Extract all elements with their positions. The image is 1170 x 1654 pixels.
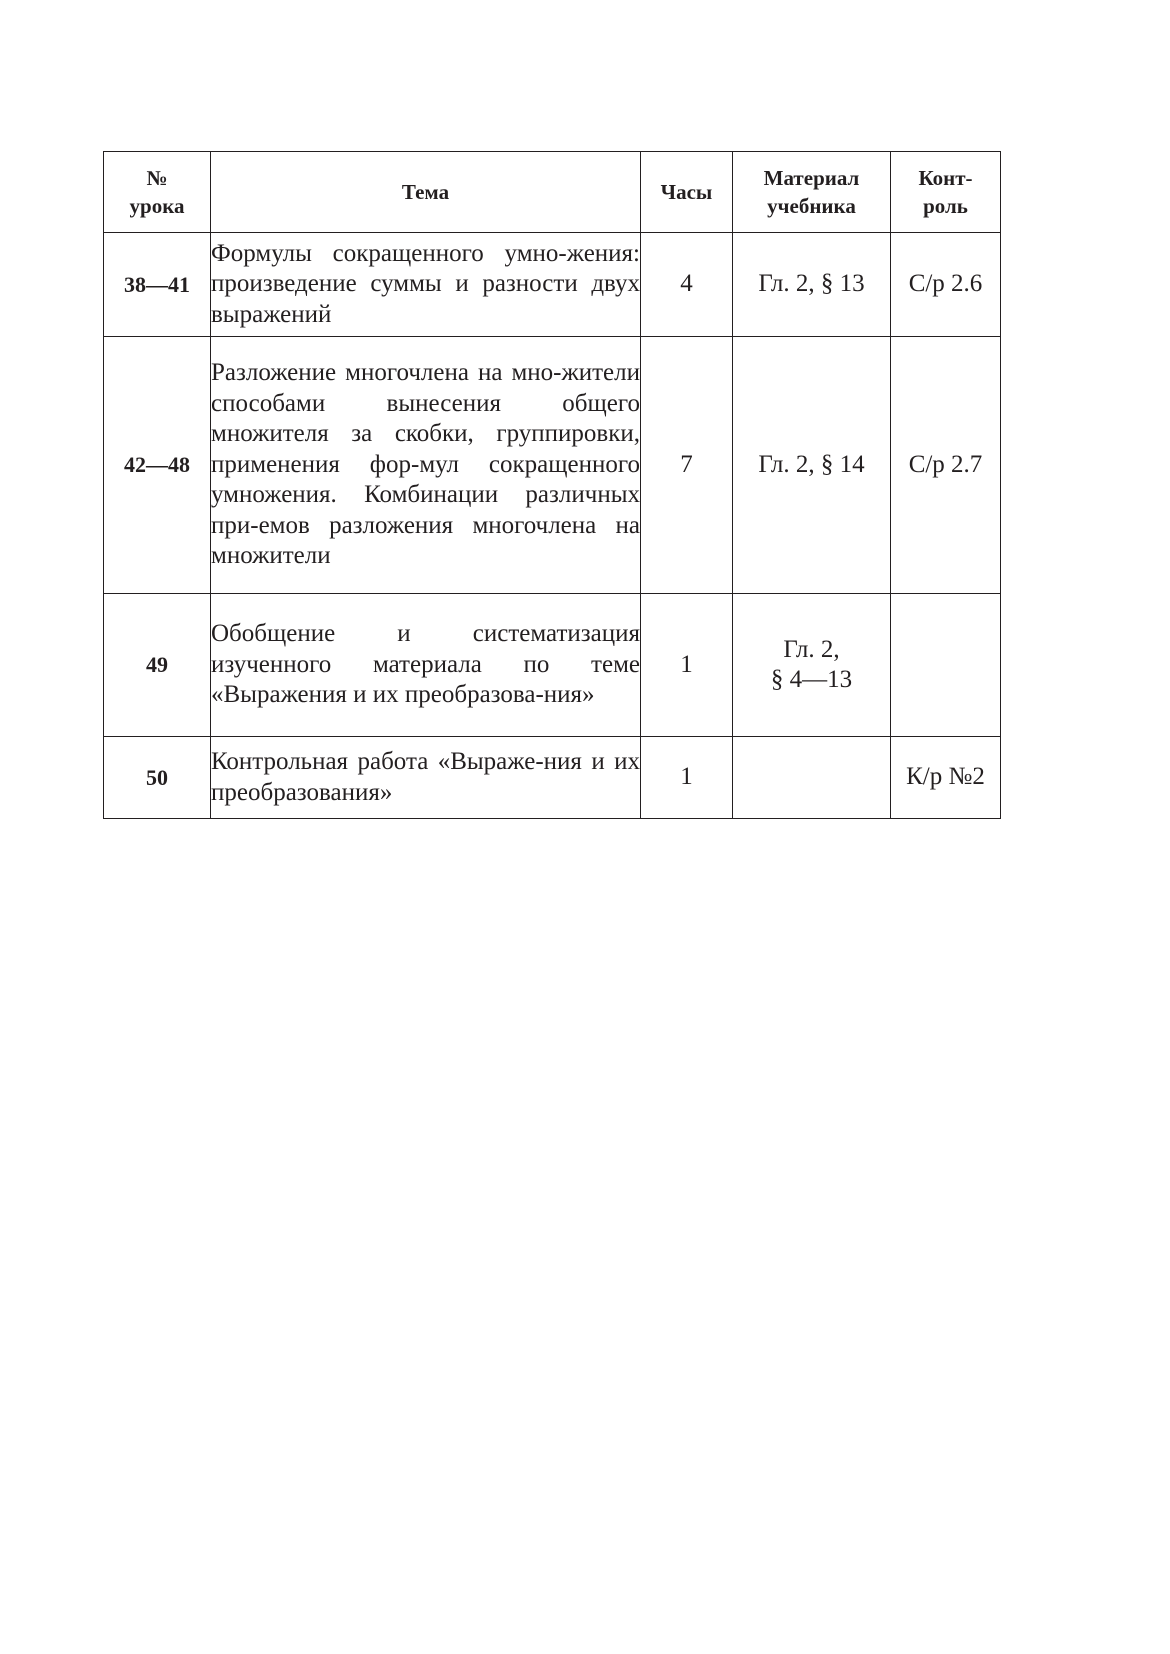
control-cell: К/р №2 (891, 737, 1001, 819)
table-header-row (104, 152, 1001, 233)
material-cell (733, 737, 891, 819)
topic-cell (211, 737, 641, 819)
header-control-line1: Конт- (918, 166, 973, 190)
topic-text: Обобщение и систематизация изученного материала по теме «Выражения и их преобразова-ния» (211, 620, 640, 709)
lesson-number-cell: 38—41 (104, 233, 211, 337)
control-cell: С/р 2.7 (891, 337, 1001, 594)
topic-cell (211, 233, 641, 337)
control-cell (891, 594, 1001, 737)
header-lesson-number-line1: № (146, 166, 168, 190)
topic-text: Контрольная работа «Выраже-ния и их преобразования» (211, 748, 640, 806)
lesson-number-cell: 49 (104, 594, 211, 737)
material-text: Гл. 2, § 14 (758, 450, 865, 478)
header-control-line2: роль (923, 194, 968, 218)
header-lesson-number-line2: урока (129, 194, 185, 218)
topic-cell (211, 337, 641, 594)
topic-text: Формулы сокращенного умно-жения: произведение суммы и разности двух выражений (211, 239, 640, 328)
material-text: Гл. 2, § 13 (758, 270, 865, 298)
control-cell: С/р 2.6 (891, 233, 1001, 337)
table-row (104, 337, 1001, 594)
header-material-line2: учебника (767, 194, 856, 218)
hours-cell: 7 (641, 337, 733, 594)
hours-cell: 4 (641, 233, 733, 337)
header-hours: Часы (641, 152, 733, 233)
table-row (104, 737, 1001, 819)
material-cell (733, 337, 891, 594)
material-cell (733, 233, 891, 337)
material-text: Гл. 2, (783, 635, 840, 663)
hours-cell: 1 (641, 594, 733, 737)
topic-cell (211, 594, 641, 737)
header-material (733, 152, 891, 233)
header-material-line1: Материал (763, 166, 860, 190)
lesson-plan-table (103, 151, 1001, 819)
material-cell (733, 594, 891, 737)
table-row (104, 594, 1001, 737)
table-row (104, 233, 1001, 337)
header-topic: Тема (211, 152, 641, 233)
lesson-number-cell: 50 (104, 737, 211, 819)
hours-cell: 1 (641, 737, 733, 819)
header-lesson-number (104, 152, 211, 233)
topic-text: Разложение многочлена на мно-жители способами вынесения общего множителя за скобки, группировки, применения фор-мул сокращенного умножения. Комбинации различных при-емов разложения многочлена на множители (211, 359, 640, 570)
header-control (891, 152, 1001, 233)
material-text-line2: § 4—13 (770, 666, 853, 693)
lesson-number-cell: 42—48 (104, 337, 211, 594)
